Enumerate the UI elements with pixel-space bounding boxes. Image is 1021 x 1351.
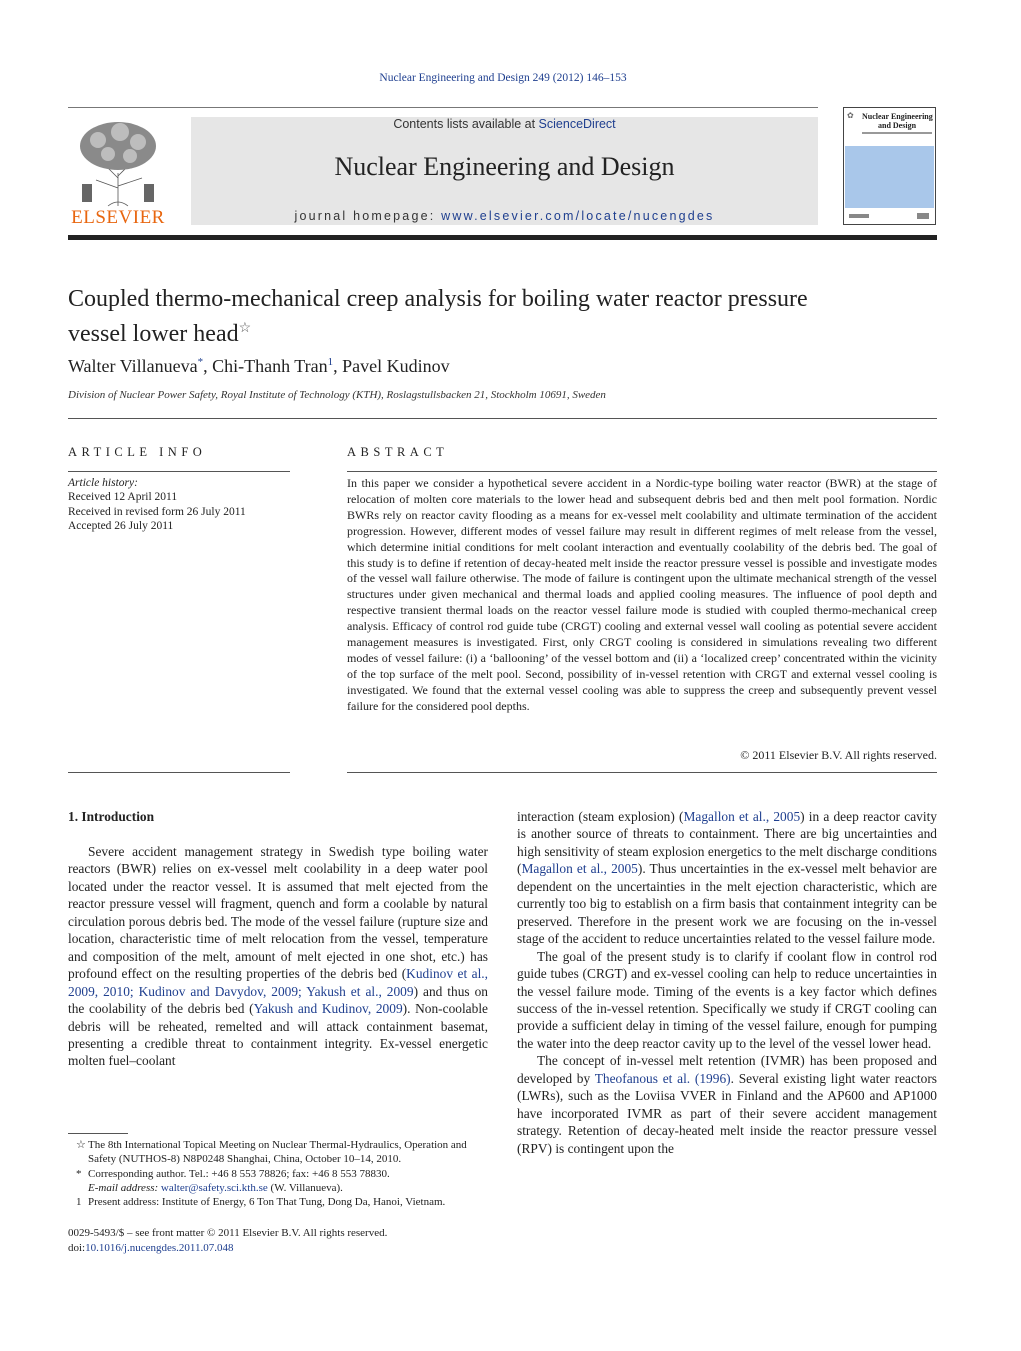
footnote-text: Corresponding author. Tel.: +46 8 553 78826; fax: +46 8 553 78830. [88, 1167, 390, 1180]
citation-link[interactable]: Magallon et al., 2005 [521, 861, 638, 877]
history-label: Article history: [68, 477, 138, 489]
abstract-heading: ABSTRACT [347, 445, 449, 459]
affiliation: Division of Nuclear Power Safety, Royal Institute of Technology (KTH), Roslagstullsbacken 21, Stockholm 10691, Sweden [68, 389, 606, 401]
footnote-text: The 8th International Topical Meeting on Nuclear Thermal-Hydraulics, Operation and Safety (NUTHOS-8) N8P0248 Shanghai, China, October 10–14, 2010. [88, 1139, 467, 1166]
text-run: The concept of in-vessel melt retention (IVMR) has been proposed and developed by [517, 1053, 937, 1086]
text-run: ). Non-coolable debris will be reheated, remelted and will attack containment basemat, presenting a credible threat to containment integrity. Ex-vessel energetic molten fuel–coolant [68, 1001, 488, 1069]
abstract-rule [347, 471, 937, 472]
cover-logo-icon: ✿ [847, 111, 854, 120]
masthead-rule [68, 235, 937, 240]
abstract-copyright: © 2011 Elsevier B.V. All rights reserved. [740, 748, 937, 762]
footnote [68, 1195, 488, 1209]
homepage-prefix: journal homepage: [294, 209, 442, 223]
cover-image [845, 146, 934, 208]
elsevier-wordmark: ELSEVIER [71, 207, 165, 228]
doi-line [68, 1241, 387, 1256]
section-heading-introduction: 1. Introduction [68, 809, 155, 824]
revised-date: Received in revised form 26 July 2011 [68, 505, 246, 518]
body-column-right [517, 808, 937, 1157]
footnote-rule [68, 1133, 128, 1134]
title-line-2: vessel lower head [68, 321, 239, 347]
citation-link[interactable]: Kudinov et al., 2009, 2010; Kudinov and Davydov, 2009; Yakush et al., 2009 [68, 966, 488, 999]
article-info-rule [68, 471, 290, 472]
elsevier-logo[interactable] [68, 118, 168, 228]
text-run: ) and thus on the coolability of the debris bed ( [68, 983, 488, 1017]
journal-homepage [191, 209, 818, 223]
cover-footer [849, 212, 932, 222]
footnote-marker: * [76, 1167, 82, 1180]
cover-subtitle-bar [862, 132, 932, 134]
citation-link[interactable]: Yakush and Kudinov, 2009 [253, 1001, 403, 1017]
paragraph [68, 843, 488, 1070]
cover-title [862, 112, 933, 130]
journal-masthead [191, 117, 818, 225]
author-1-marker[interactable]: * [197, 356, 204, 368]
author-list: Walter Villanueva*, Chi-Thanh Tran$^1$, Pavel Kudinov [68, 356, 450, 376]
footnote-marker: ☆ [76, 1139, 86, 1151]
footnotes [68, 1138, 488, 1209]
contents-line [191, 117, 818, 131]
article-info-bottom-rule [68, 772, 290, 773]
abstract-bottom-rule [347, 772, 937, 773]
doi-prefix: doi: [68, 1242, 86, 1254]
issn-line: 0029-5493/$ – see front matter © 2011 Elsevier B.V. All rights reserved. [68, 1227, 388, 1239]
cover-title-line-1: Nuclear Engineering [862, 112, 933, 121]
citation-link[interactable]: Theofanous et al. (1996) [594, 1070, 731, 1086]
paragraph [517, 808, 937, 948]
email-link[interactable]: walter@safety.sci.kth.se [160, 1181, 268, 1194]
text-run: ) in a deep reactor cavity is another source of threats to containment. There are big uncertainties and high sensitivity of steam explosion energetics to the melt discharge conditions ( [517, 809, 938, 877]
title-rule [68, 418, 937, 419]
homepage-link[interactable]: www.elsevier.com/locate/nucengdes [441, 209, 715, 223]
author-3[interactable]: Pavel Kudinov [342, 356, 450, 376]
doi-link[interactable]: 10.1016/j.nucengdes.2011.07.048 [85, 1242, 234, 1254]
email-suffix: (W. Villanueva). [267, 1181, 343, 1194]
title-footnote-marker[interactable]: ☆ [238, 321, 252, 336]
author-2-marker[interactable]: 1 [327, 356, 334, 368]
title-line-1: Coupled thermo-mechanical creep analysis for boiling water reactor pressure [68, 286, 808, 312]
journal-cover-thumbnail[interactable] [843, 107, 936, 225]
email-label: E-mail address: [88, 1181, 161, 1194]
cover-footer-icon [849, 212, 932, 220]
received-date: Received 12 April 2011 [68, 491, 178, 504]
footnote-text: Present address: Institute of Energy, 6 Ton That Tung, Dong Da, Hanoi, Vietnam. [88, 1196, 446, 1209]
elsevier-tree-icon [68, 118, 168, 208]
accepted-date: Accepted 26 July 2011 [68, 519, 174, 532]
sciencedirect-link[interactable]: ScienceDirect [538, 117, 616, 131]
abstract-text: In this paper we consider a hypothetical severe accident in a Nordic-type boiling water reactor (BWR) at the stage of relocation of molten core materials to the lower head and subsequent debris bed and then melt pool formation. Nordic BWRs rely on reactor cavity flooding as a means for ex-vessel melt coolability and ultimate termination of the accident progression. However, different modes of vessel failure may result in different regimes of melt release from the vessel, which determine initial conditions for melt coolant interaction and eventually coolability of the debris bed. The goal of this study is to define if retention of decay-heated melt inside the reactor pressure vessel is possible and investigate modes of the vessel wall failure otherwise. The mode of failure is contingent upon the ultimate mechanical strength of the vessel structures under given mechanical and thermal loads and applied cooling measures. The influence of pool depth and respective transient thermal loads on the reactor vessel failure mode is studied with coupled thermo-mechanical creep analysis. Efficacy of control rod guide tube (CRGT) cooling and external vessel wall cooling as potential severe accident management measures is investigated. First, only CRGT cooling is considered in simulations revealing two different modes of vessel failure: (i) a ‘ballooning’ of the vessel bottom and (ii) a ‘localized creep’ concentrated within the vicinity of the top surface of the melt pool. Second, possibility of in-vessel retention with CRGT and external vessel cooling is investigated. We found that the external vessel cooling was able to suppress the creep and subsequently prevent vessel failure for the considered pool depths. [347, 476, 937, 713]
text-run: ). Thus uncertainties in the ex-vessel melt behavior are dependent on the uncertainties in the melt ejection characteristic, which are currently too big to establish on a firm basis that containment integrity can be preserved. Therefore in the present work we are focusing on the in-vessel stage of the accident to reduce uncertainties related to the vessel failure mode. [517, 861, 937, 947]
article-history [68, 476, 290, 533]
journal-citation[interactable]: Nuclear Engineering and Design 249 (2012) 146–153 [379, 72, 627, 84]
citation-link[interactable]: Magallon et al., 2005 [683, 809, 801, 824]
header-rule [68, 107, 818, 108]
body-column-left [68, 843, 488, 1070]
front-matter [68, 1226, 387, 1256]
footnote [68, 1138, 488, 1167]
text-run: . Several existing light water reactors (LWRs), such as the Loviisa VVER in Finland and the AP600 and AP1000 have incorporated IVMR as part of their severe accident management strategy. Retention of decay-heated melt inside the reactor pressure vessel (RPV) is contingent upon the [517, 1070, 937, 1156]
journal-name: Nuclear Engineering and Design [334, 152, 675, 181]
author-2[interactable]: Chi-Thanh Tran [212, 356, 328, 376]
article-info-heading: ARTICLE INFO [68, 445, 207, 459]
paragraph: The goal of the present study is to clarify if coolant flow in control rod guide tubes (CRGT) and ex-vessel cooling can help to reduce uncertainties in the vessel failure mode. Timing of the events is a key factor which defines success of the in-vessel retention. Specifically we study if CRGT cooling can provide a sufficient delay in timing of the vessel failure, enough for pumping the water into the deep reactor cavity up to the level of the vessel lower head. [517, 948, 937, 1051]
footnote [68, 1167, 488, 1181]
author-1[interactable]: Walter Villanueva [68, 356, 198, 376]
text-run: Severe accident management strategy in Swedish type boiling water reactors (BWR) relies on ex-vessel melt coolability in a deep water pool located under the reactor vessel. It is assumed that melt ejected from the reactor pressure vessel will fragment, quench and form a coolable by natural circulation porous debris bed. The mode of the vessel failure (rupture size and location, characteristic time of melt relocation from the vessel, temperature and composition of the melt, amount of melt ejected in one shot, etc.) has profound effect on the resulting properties of the debris bed ( [68, 844, 488, 982]
cover-title-line-2: and Design [878, 121, 917, 130]
text-run: interaction (steam explosion) ( [517, 809, 684, 824]
footnote-marker: 1 [76, 1196, 82, 1209]
article-title [68, 284, 938, 349]
contents-prefix: Contents lists available at [393, 117, 539, 131]
paragraph [517, 1052, 937, 1157]
email-line [68, 1181, 488, 1195]
